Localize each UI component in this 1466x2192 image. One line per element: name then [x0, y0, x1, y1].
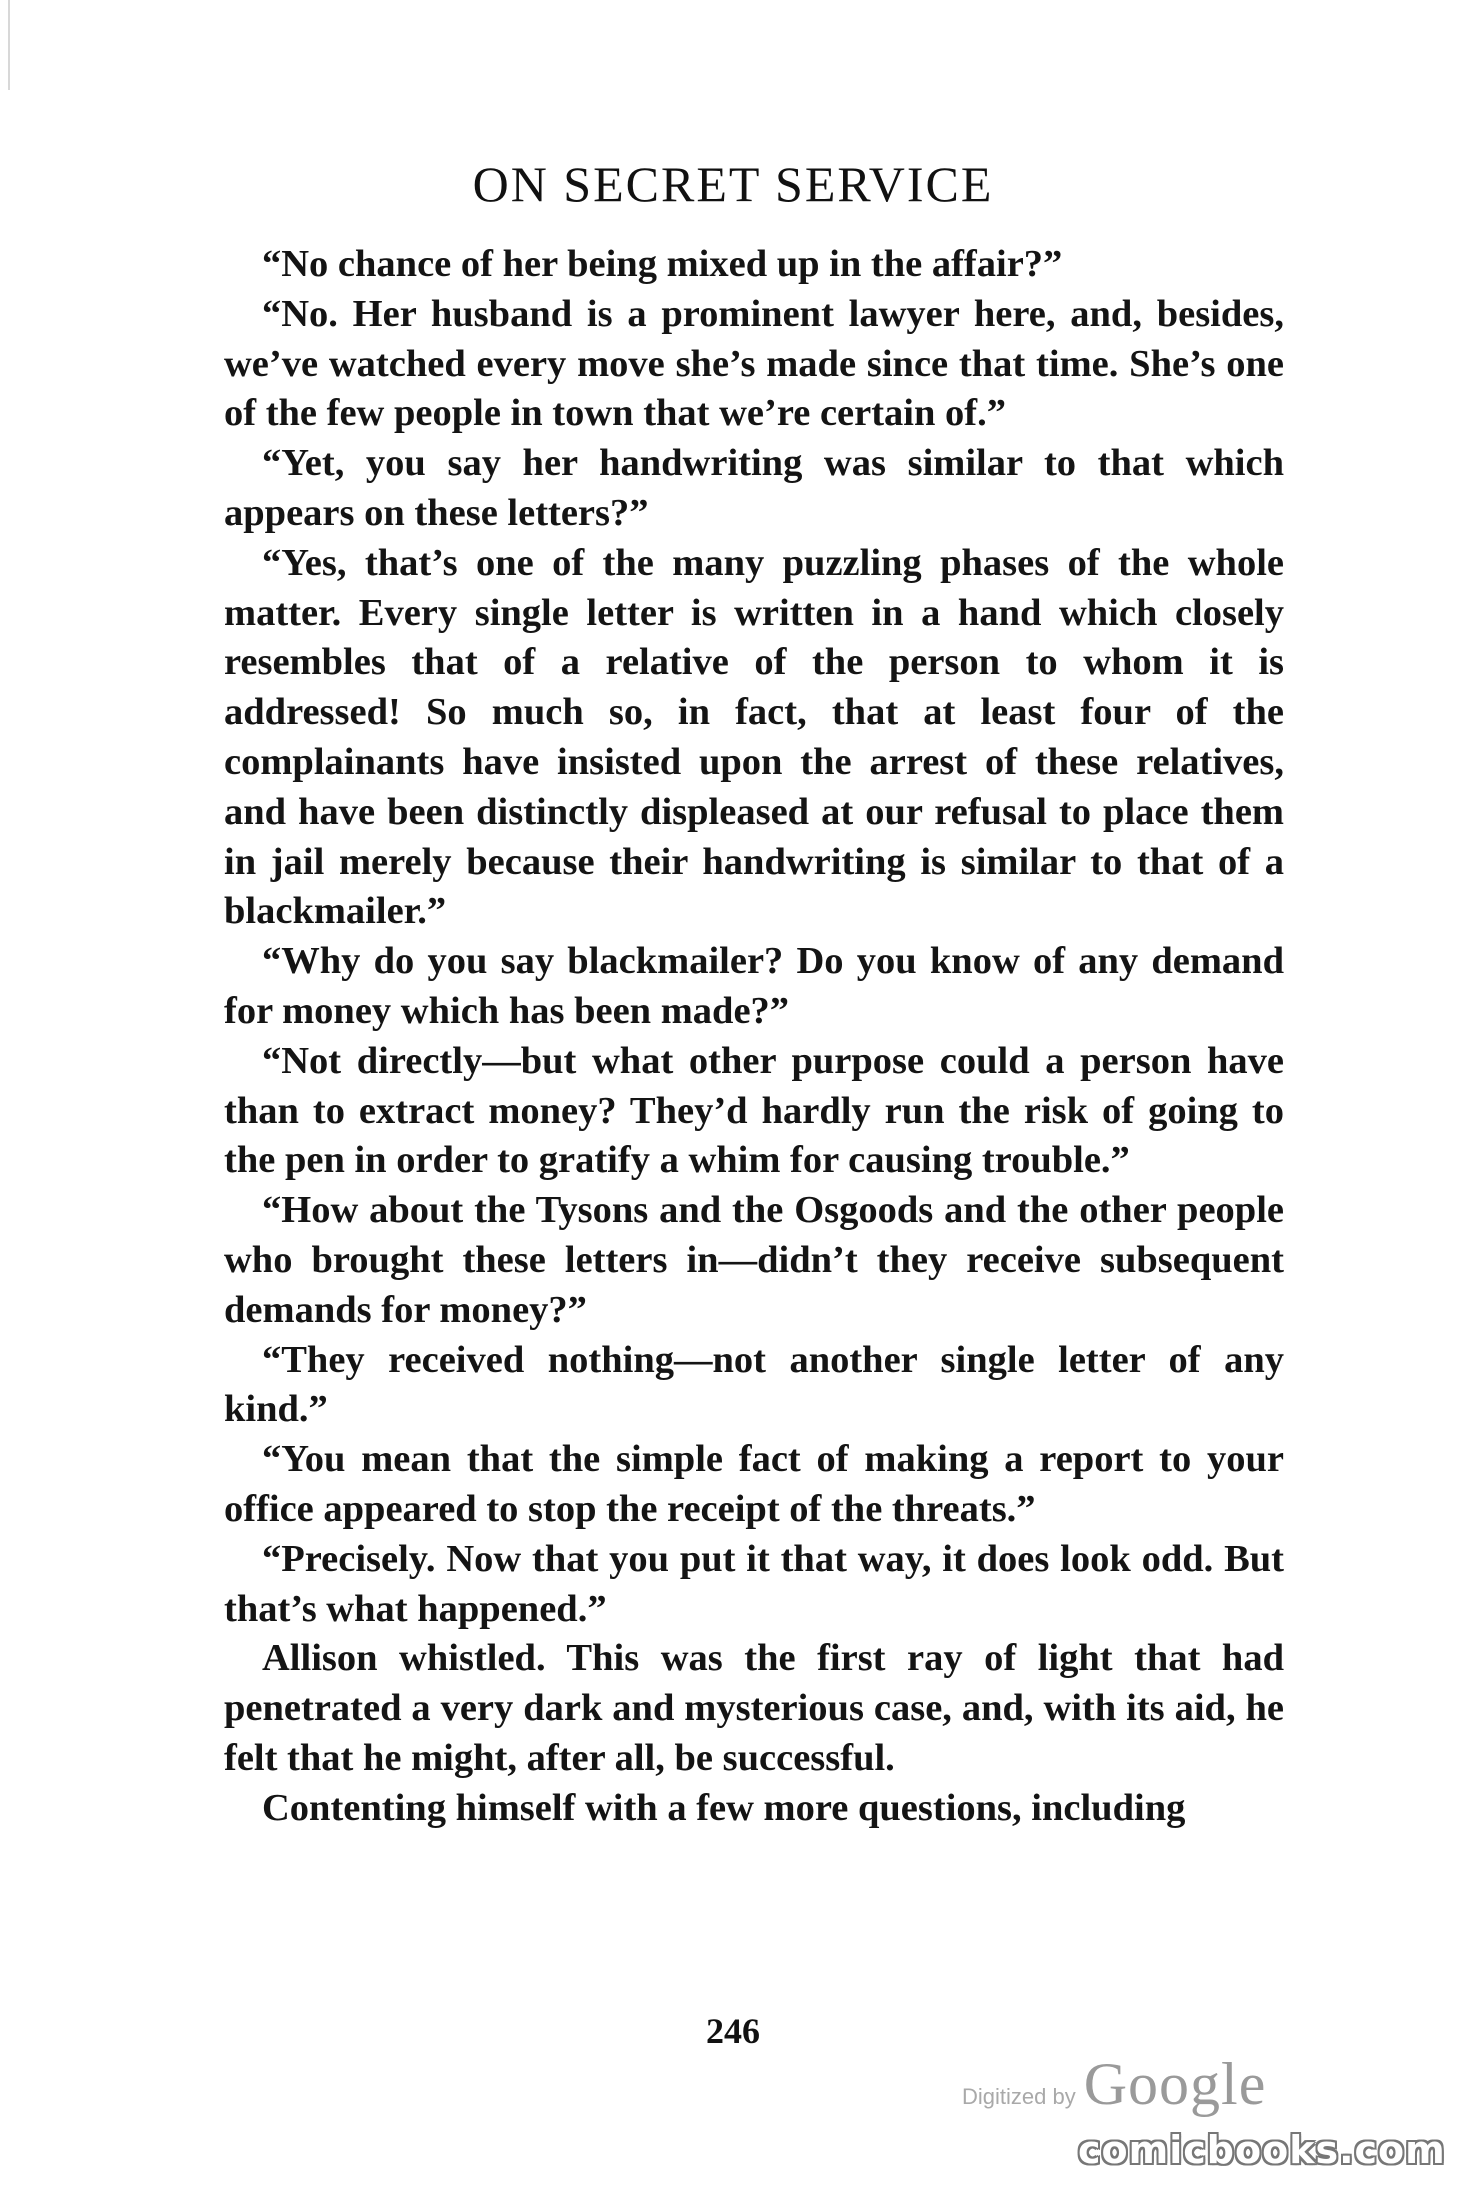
paragraph: “Why do you say blackmailer? Do you know of any demand for money which has been made?” [224, 940, 1284, 1032]
paragraph: “Not directly—but what other purpose could a person have than to extract money? They’d hardly run the risk of going to the pen in order to gratify a whim for causing trouble.” [224, 1039, 1284, 1182]
paragraph: “Yes, that’s one of the many puzzling phases of the whole matter. Every single letter is written in a hand which closely resembles that of a relative of the person to whom it is addressed! So much so, in fact, that at least four of the complainants have insisted upon the arrest of these relatives, and have been distinctly displeased at our refusal to place them in jail merely because their handwriting is similar to that of a blackmailer.” [224, 541, 1284, 933]
paragraph: “No chance of her being mixed up in the affair?” [262, 243, 1063, 285]
comicbooks-watermark: comicbooks.com [1078, 2128, 1446, 2172]
digitized-by-google-mark [962, 2050, 1267, 2117]
google-logo: Google [1083, 2051, 1267, 2117]
paragraph: “They received nothing—not another single letter of any kind.” [224, 1338, 1284, 1431]
paragraph: “You mean that the simple fact of making a report to your office appeared to stop the receipt of the threats.” [224, 1438, 1284, 1530]
paragraph: Contenting himself with a few more questions, including [262, 1786, 1186, 1829]
paragraph: “No. Her husband is a prominent lawyer here, and, besides, we’ve watched every move she’s made since that time. She’s one of the few people in town that we’re certain of.” [224, 292, 1284, 435]
paragraph: “How about the Tysons and the Osgoods and the other people who brought these letters in—didn’t they receive subsequent demands for money?” [224, 1189, 1284, 1331]
paragraph: “Yet, you say her handwriting was similar to that which appears on these letters?” [224, 442, 1284, 534]
digitized-by-label: Digitized by [962, 2084, 1076, 2109]
body-text [224, 240, 1284, 1834]
running-head: ON SECRET SERVICE [472, 156, 994, 212]
page-number: 246 [706, 2011, 760, 2051]
scan-edge-rule [8, 0, 10, 90]
paragraph: Allison whistled. This was the first ray of light that had penetrated a very dark and mysterious case, and, with its aid, he felt that he might, after all, be successful. [224, 1637, 1284, 1779]
paragraph: “Precisely. Now that you put it that way, it does look odd. But that’s what happened.” [224, 1537, 1284, 1630]
